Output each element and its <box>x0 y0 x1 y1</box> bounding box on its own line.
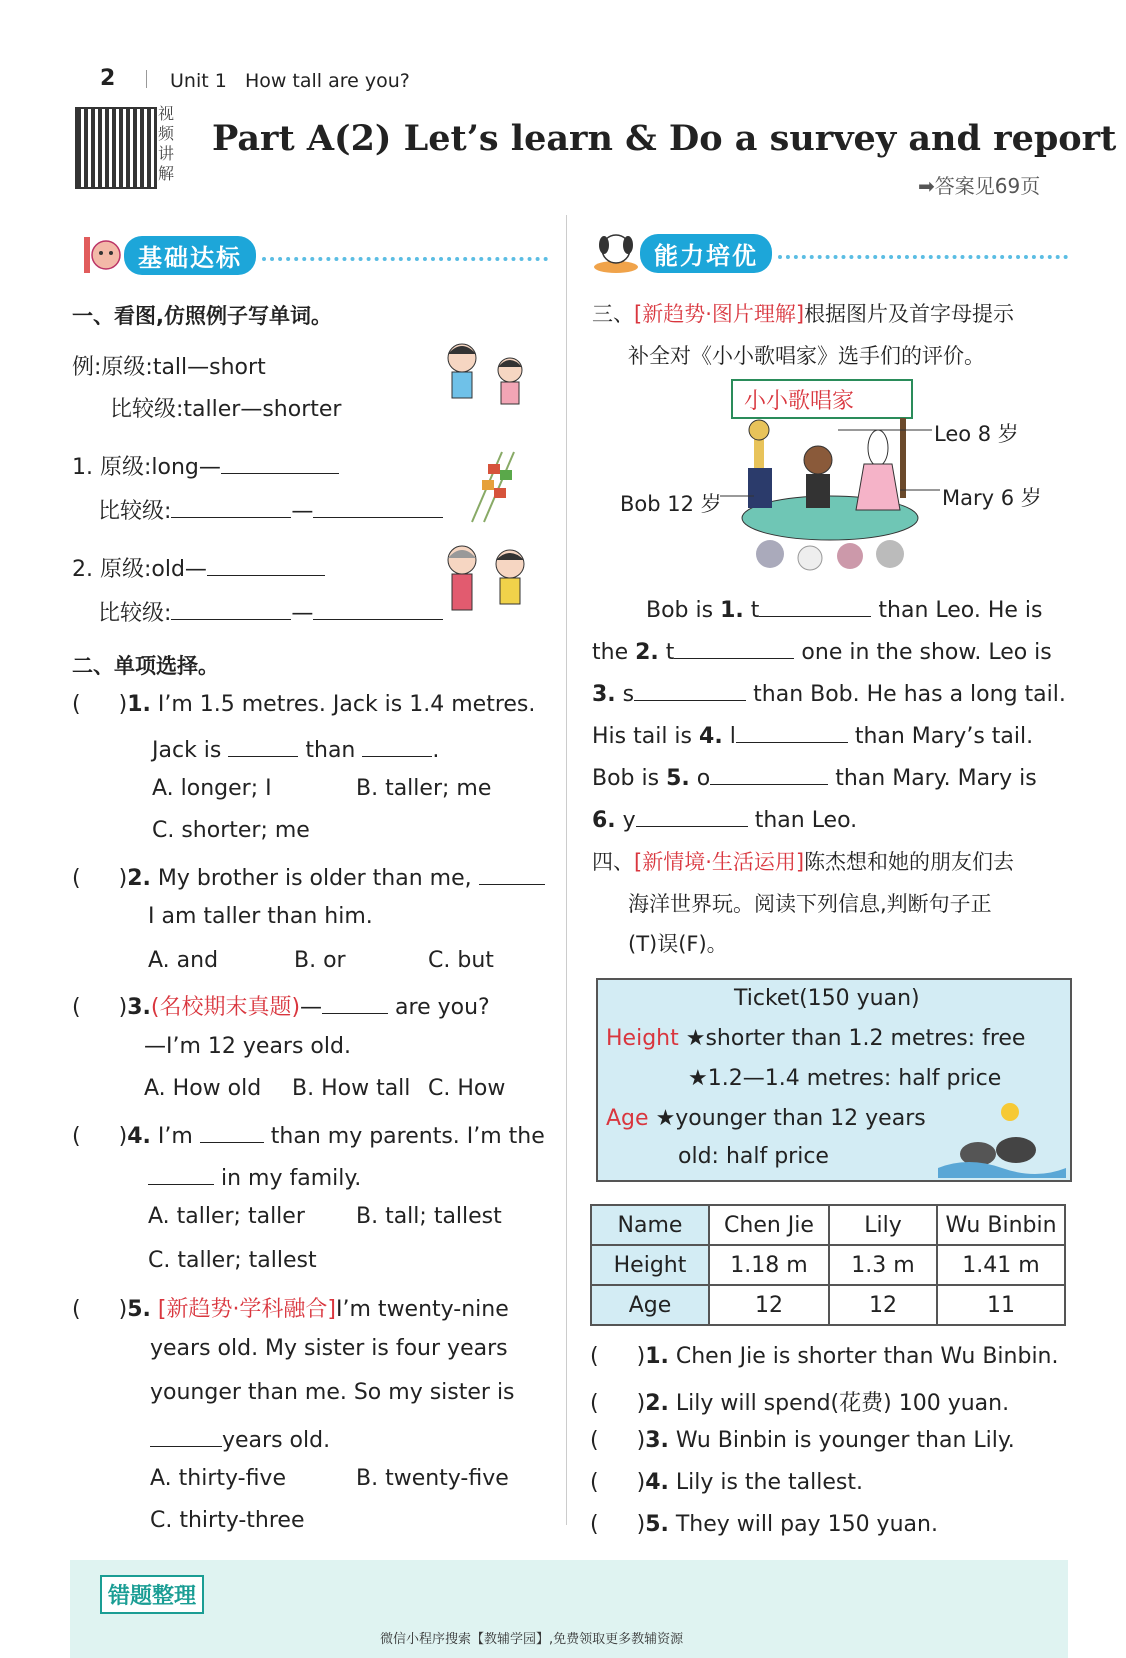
answer-reference <box>918 170 1040 199</box>
paren-close: ) <box>118 1297 128 1322</box>
paren-close: ) <box>118 866 128 891</box>
table-row <box>591 1245 1065 1285</box>
passage-line2 <box>592 636 1052 665</box>
banner-dots <box>262 257 548 261</box>
answer-reference-text: 答案见69页 <box>934 174 1041 198</box>
mc-q5-line3: younger than me. So my sister is <box>150 1380 515 1405</box>
paren-close: ) <box>636 1344 646 1369</box>
mc-q3-line1 <box>72 990 490 1021</box>
paren-open: ( <box>590 1344 599 1369</box>
q1-line1 <box>72 450 339 481</box>
section3-instruction-1: 根据图片及首字母提示 <box>804 302 1015 326</box>
passage-line6 <box>592 804 857 833</box>
tf-statement: Wu Binbin is younger than Lily. <box>675 1428 1015 1453</box>
paren-open: ( <box>590 1470 599 1495</box>
blank-initial: l <box>729 724 736 749</box>
passage-text: than Leo. <box>754 808 858 833</box>
mc-q1-stem: I’m 1.5 metres. Jack is 1.4 metres. <box>157 692 536 717</box>
mc-q3-option-a[interactable]: A. How old <box>144 1076 262 1101</box>
tf-number: 5. <box>645 1512 669 1537</box>
basic-section-banner <box>78 236 548 274</box>
example-line1: 例:原级:tall—short <box>72 355 266 380</box>
q1-comparative-label: 比较级: <box>98 499 172 524</box>
blank-initial: y <box>622 808 636 833</box>
mc-q4-line1 <box>72 1120 545 1149</box>
mc-q3-stem: are you? <box>395 995 490 1020</box>
table-header-cell: Wu Binbin <box>937 1205 1065 1245</box>
passage-line3 <box>592 678 1066 707</box>
q2-comparative-blank-2[interactable] <box>313 597 443 620</box>
ticket-height-rule-2: ★1.2—1.4 metres: half price <box>688 1066 1002 1091</box>
passage-blank-4[interactable] <box>736 720 848 743</box>
mc-q1-option-b[interactable]: B. taller; me <box>356 776 492 801</box>
mc-q4-stem-b: than my parents. I’m the <box>270 1124 545 1149</box>
blank-number: 5. <box>666 766 690 791</box>
passage-text: Bob is <box>592 766 660 791</box>
dash: — <box>291 499 314 524</box>
mc-q1-option-a[interactable]: A. longer; I <box>152 776 272 801</box>
section4-heading-line1 <box>592 846 1014 876</box>
mc-q5-tag: [新趋势·学科融合] <box>157 1297 337 1322</box>
paren-open: ( <box>590 1428 599 1453</box>
mc-q2-option-b[interactable]: B. or <box>294 948 346 973</box>
table-cell: 1.18 m <box>709 1245 829 1285</box>
blank-initial: s <box>622 682 635 707</box>
paren-close: ) <box>636 1512 646 1537</box>
tf-statement: Lily will spend(花费) 100 yuan. <box>675 1391 1010 1416</box>
page-title: Part A(2) Let’s learn & Do a survey and report <box>212 118 1117 159</box>
banner-dots <box>778 255 1068 259</box>
mc-q5-option-a[interactable]: A. thirty-five <box>150 1466 286 1491</box>
mc-q1-stem-a: Jack is <box>152 738 222 763</box>
paren-open: ( <box>72 692 81 717</box>
skewers-illustration <box>462 448 518 524</box>
label-leader-lines <box>720 410 940 500</box>
label-bob: Bob 12 岁 <box>620 492 722 516</box>
section4-tag: [新情境·生活运用] <box>634 850 805 874</box>
table-row <box>591 1285 1065 1325</box>
section3-tag: [新趋势·图片理解] <box>634 302 805 326</box>
mc-q4-option-b[interactable]: B. tall; tallest <box>356 1204 502 1229</box>
table-cell: 12 <box>829 1285 937 1325</box>
mc-q5-option-b[interactable]: B. twenty-five <box>356 1466 509 1491</box>
ticket-height-rule-1: ★shorter than 1.2 metres: free <box>685 1026 1026 1051</box>
tf-item-5 <box>590 1512 938 1537</box>
paren-close: ) <box>636 1391 646 1416</box>
table-cell: 1.3 m <box>829 1245 937 1285</box>
mc-q5-line1 <box>72 1292 509 1323</box>
ticket-title: Ticket(150 yuan) <box>734 986 920 1011</box>
mc-q3-tag: (名校期末真题) <box>150 995 301 1020</box>
q1-prompt: 1. 原级:long— <box>72 455 221 480</box>
mc-q5-line2: years old. My sister is four years <box>150 1336 508 1361</box>
tf-item-2 <box>590 1386 1009 1417</box>
mc-q4-stem-c: in my family. <box>221 1166 362 1191</box>
paren-open: ( <box>72 1297 81 1322</box>
blank-initial: t <box>665 640 675 665</box>
mc-q4-option-a[interactable]: A. taller; taller <box>148 1204 305 1229</box>
mc-q2-line2: I am taller than him. <box>148 904 373 929</box>
section4-heading-line2: 海洋世界玩。阅读下列信息,判断句子正 <box>628 892 992 916</box>
table-cell: 1.41 m <box>937 1245 1065 1285</box>
section3-heading-line1 <box>592 298 1014 328</box>
tf-number: 4. <box>645 1470 669 1495</box>
passage-line1 <box>646 594 1043 623</box>
passage-text: Bob is <box>646 598 714 623</box>
table-header-row <box>591 1205 1065 1245</box>
tf-statement: They will pay 150 yuan. <box>675 1512 938 1537</box>
blank-number: 3. <box>592 682 616 707</box>
mc-q4-line2 <box>148 1162 361 1191</box>
cat-mascot-icon <box>78 233 124 277</box>
mc-q4-blank-1[interactable] <box>200 1120 264 1143</box>
q2-comparative-label: 比较级: <box>98 601 172 626</box>
tf-item-1 <box>590 1344 1059 1369</box>
example-line2: 比较级:taller—shorter <box>110 397 342 422</box>
unit-heading <box>170 70 410 92</box>
label-mary: Mary 6 岁 <box>942 486 1042 510</box>
ticket-age-rule-1: ★younger than 12 years <box>655 1106 926 1131</box>
q1-line2 <box>98 494 443 525</box>
mc-q3-blank[interactable] <box>322 991 388 1014</box>
blank-number: 4. <box>699 724 723 749</box>
mc-q2-blank[interactable] <box>479 862 545 885</box>
blank-initial: o <box>696 766 711 791</box>
q2-prompt: 2. 原级:old— <box>72 557 207 582</box>
passage-blank-1[interactable] <box>759 594 871 617</box>
dash: — <box>291 601 314 626</box>
paren-open: ( <box>590 1391 599 1416</box>
passage-blank-2[interactable] <box>674 636 794 659</box>
section2-heading: 二、单项选择。 <box>72 654 219 678</box>
mc-q5-option-c[interactable]: C. thirty-three <box>150 1508 305 1533</box>
mc-q2-option-c[interactable]: C. but <box>428 948 494 973</box>
ticket-height-row <box>606 1026 1025 1051</box>
section3-prefix: 三、 <box>592 302 634 326</box>
footer-note: 微信小程序搜索【教辅学园】,免费领取更多教辅资源 <box>380 1632 684 1647</box>
passage-text: than Bob. He has a long tail. <box>753 682 1066 707</box>
qr-label: 视频讲解 <box>158 104 175 183</box>
tf-item-3 <box>590 1428 1015 1453</box>
mc-q5-line4 <box>150 1424 330 1453</box>
q2-line2 <box>98 596 443 627</box>
table-header-cell: Chen Jie <box>709 1205 829 1245</box>
table-cell: 12 <box>709 1285 829 1325</box>
tf-item-4 <box>590 1470 863 1495</box>
blank-number: 6. <box>592 808 616 833</box>
passage-blank-6[interactable] <box>636 804 748 827</box>
unit-title: How tall are you? <box>244 70 410 92</box>
paren-open: ( <box>72 995 81 1020</box>
tf-number: 1. <box>645 1344 669 1369</box>
tf-statement: Lily is the tallest. <box>675 1470 863 1495</box>
mc-q3-dash: — <box>300 995 323 1020</box>
passage-blank-3[interactable] <box>634 678 746 701</box>
section3-heading-line2: 补全对《小小歌唱家》选手们的评价。 <box>628 344 985 368</box>
unit-label: Unit 1 <box>170 70 227 92</box>
ticket-age-rule-2: old: half price <box>678 1144 829 1169</box>
section1-heading: 一、看图,仿照例子写单词。 <box>72 304 332 328</box>
mc-q2-number: 2. <box>127 866 151 891</box>
qr-code[interactable] <box>75 107 157 189</box>
tf-statement: Chen Jie is shorter than Wu Binbin. <box>675 1344 1059 1369</box>
passage-text: than Leo. He is <box>878 598 1043 623</box>
section4-prefix: 四、 <box>592 850 634 874</box>
mc-q3-option-c[interactable]: C. How <box>428 1076 506 1101</box>
mc-q3-line2: —I’m 12 years old. <box>144 1034 351 1059</box>
q2-answer-blank[interactable] <box>207 553 325 576</box>
mc-q3-number: 3. <box>127 995 151 1020</box>
arrow-icon: ➡ <box>918 174 935 198</box>
passage-text: His tail is <box>592 724 693 749</box>
ticket-age-label: Age <box>606 1106 649 1131</box>
mc-q2-option-a[interactable]: A. and <box>148 948 219 973</box>
passage-text: the <box>592 640 629 665</box>
tall-short-girls-illustration <box>438 340 538 420</box>
q2-comparative-blank-1[interactable] <box>171 597 291 620</box>
mc-q1-blank-1[interactable] <box>228 734 298 757</box>
survey-table <box>590 1204 1066 1326</box>
passage-text: one in the show. Leo is <box>801 640 1052 665</box>
mc-q2-stem: My brother is older than me, <box>157 866 472 891</box>
stage-sign-text: 小小歌唱家 <box>744 389 855 414</box>
dog-mascot-icon <box>592 231 640 275</box>
paren-open: ( <box>72 1124 81 1149</box>
paren-open: ( <box>72 866 81 891</box>
label-leo: Leo 8 岁 <box>934 422 1019 446</box>
blank-initial: t <box>750 598 760 623</box>
tf-number: 2. <box>645 1391 669 1416</box>
table-header-cell: Name <box>591 1205 709 1245</box>
passage-text: than Mary’s tail. <box>854 724 1034 749</box>
paren-close: ) <box>636 1428 646 1453</box>
q1-comparative-blank-1[interactable] <box>171 495 291 518</box>
passage-line5 <box>592 762 1037 791</box>
mc-q5-blank[interactable] <box>150 1424 222 1447</box>
blank-number: 1. <box>720 598 744 623</box>
mc-q5-stem-1: I’m twenty-nine <box>336 1297 509 1322</box>
paren-close: ) <box>118 1124 128 1149</box>
passage-line4 <box>592 720 1033 749</box>
mc-q5-stem-4: years old. <box>222 1428 331 1453</box>
mc-q1-line1 <box>72 692 535 717</box>
mc-q1-stem-b: than <box>305 738 356 763</box>
passage-blank-5[interactable] <box>710 762 828 785</box>
table-row-label: Age <box>591 1285 709 1325</box>
ticket-age-row <box>606 1106 926 1131</box>
mc-q4-blank-2[interactable] <box>148 1162 214 1185</box>
ticket-height-label: Height <box>606 1026 679 1051</box>
blank-number: 2. <box>635 640 659 665</box>
passage-text: than Mary. Mary is <box>835 766 1037 791</box>
q1-answer-blank[interactable] <box>221 451 339 474</box>
ticket-info-box <box>596 978 1072 1182</box>
basic-section-title: 基础达标 <box>124 236 256 275</box>
table-cell: 11 <box>937 1285 1065 1325</box>
advanced-section-banner <box>592 234 1068 272</box>
mc-q1-blank-2[interactable] <box>362 734 432 757</box>
mc-q1-option-c[interactable]: C. shorter; me <box>152 818 310 843</box>
mc-q1-stem-c: . <box>432 738 440 763</box>
column-divider <box>566 215 567 1525</box>
table-row-label: Height <box>591 1245 709 1285</box>
header-divider <box>146 70 147 88</box>
page-number: 2 <box>100 66 116 91</box>
paren-close: ) <box>118 995 128 1020</box>
mc-q1-number: 1. <box>127 692 151 717</box>
mc-q1-line2 <box>152 734 439 763</box>
old-young-illustration <box>440 542 536 626</box>
advanced-section-title: 能力培优 <box>640 234 772 273</box>
mistake-notes-tag: 错题整理 <box>100 1575 204 1614</box>
paren-open: ( <box>590 1512 599 1537</box>
mc-q3-option-b[interactable]: B. How tall <box>292 1076 411 1101</box>
paren-close: ) <box>118 692 128 717</box>
sea-lions-illustration <box>938 1098 1066 1178</box>
paren-close: ) <box>636 1470 646 1495</box>
tf-number: 3. <box>645 1428 669 1453</box>
q1-comparative-blank-2[interactable] <box>313 495 443 518</box>
mc-q2-line1 <box>72 862 545 891</box>
section4-instruction-1: 陈杰想和她的朋友们去 <box>804 850 1015 874</box>
mc-q5-number: 5. <box>127 1297 151 1322</box>
section4-heading-line3: (T)误(F)。 <box>628 932 728 956</box>
table-header-cell: Lily <box>829 1205 937 1245</box>
mc-q4-number: 4. <box>127 1124 151 1149</box>
mc-q4-option-c[interactable]: C. taller; tallest <box>148 1248 317 1273</box>
mc-q4-stem-a: I’m <box>157 1124 193 1149</box>
q2-line1 <box>72 552 325 583</box>
